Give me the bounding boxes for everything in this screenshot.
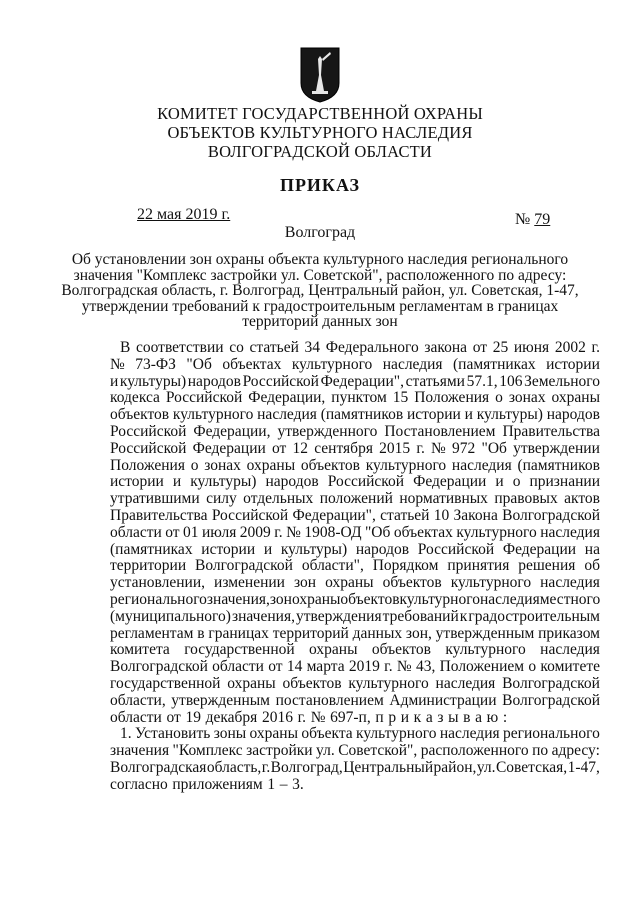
body-line: регламентам в границах территорий данных зон, утвержденным приказом [110,624,600,642]
body-line: и культуры) народов Российской Федерации", статьями 57.1, 106 Земельного [110,372,600,390]
body-line: 1. Установить зоны охраны объекта культурного наследия регионального [120,725,600,743]
document-city: Волгоград [284,224,356,241]
body-line: значения "Комплекс застройки ул. Советской", расположенного по адресу: [110,742,600,760]
body-line: В соответствии со статьей 34 Федерального закона от 25 июня 2002 г. [120,339,600,356]
document-subject [0,252,640,330]
organization-name [0,104,640,161]
subject-line: значения "Комплекс застройки ул. Советской", расположенного по адресу: [73,266,567,284]
body-line: Российской Федерации, утвержденного Постановлением Правительства [110,422,600,440]
body-line: № 73-ФЗ "Об объектах культурного наследия (памятниках истории [110,355,600,373]
subject-line: утверждении требований к градостроительным регламентам в границах [81,297,559,315]
body-line: Волгоградской области от 14 марта 2019 г. № 43, Положением о комитете [110,658,600,676]
organization-line: КОМИТЕТ ГОСУДАРСТВЕННОЙ ОХРАНЫ [157,104,483,123]
body-line: государственной охраны объектов культурного наследия Волгоградской [110,674,600,692]
body-line: (памятниках истории и культуры) народов Российской Федерации на [110,540,600,558]
body-line: кодекса Российской Федерации, пунктом 15 Положения о зонах охраны [110,389,600,407]
body-line: области от 01 июля 2009 г. № 1908-ОД "Об объектах культурного наследия [110,523,600,541]
body-line: области от 19 декабря 2016 г. № 697-п, п р и к а з ы в а ю : [110,708,508,726]
body-line: комитета государственной охраны объектов культурного наследия [110,641,600,659]
body-line: Российской Федерации от 12 сентября 2015 г. № 972 "Об утверждении [110,439,600,457]
coat-of-arms-emblem [300,47,340,103]
document-body [110,340,600,794]
body-line: истории и культуры) народов Российской Федерации и о признании [110,473,600,491]
body-line: объектов культурного наследия (памятников истории и культуры) народов [110,406,600,424]
body-line: области, утвержденным постановлением Администрации Волгоградской [110,691,600,709]
body-line: регионального значения, зон охраны объектов культурного наследия местного [110,590,601,608]
body-line: утратившими силу отдельных положений нормативных правовых актов [110,490,600,508]
subject-line: Волгоградская область, г. Волгоград, Центральный район, ул. Советская, 1-47, [61,282,579,299]
document-type-title: ПРИКАЗ [279,175,361,195]
organization-line: ОБЪЕКТОВ КУЛЬТУРНОГО НАСЛЕДИЯ [167,123,473,142]
body-line: согласно приложениям 1 – 3. [110,775,304,793]
body-line: Волгоградская область, г. Волгоград, Центральный район, ул. Советская, 1-47, [110,758,600,776]
body-line: Положения о зонах охраны объектов культурного наследия (памятников [110,456,600,474]
subject-line: Об установлении зон охраны объекта культурного наследия регионального [71,251,569,268]
subject-line: территорий данных зон [242,313,398,330]
number-prefix: № [515,211,531,228]
body-line: (муниципального) значения, утверждения требований к градостроительным [110,607,600,625]
number-value: 79 [534,211,551,228]
body-line: территории Волгоградской области", Порядком принятия решения об [110,557,600,575]
organization-line: ВОЛГОГРАДСКОЙ ОБЛАСТИ [207,142,433,161]
body-line: установлении, изменении зон охраны объектов культурного наследия [110,574,600,592]
body-line: Правительства Российской Федерации", статьей 10 Закона Волгоградской [110,506,600,524]
document-date: 22 мая 2019 г. [137,206,231,223]
